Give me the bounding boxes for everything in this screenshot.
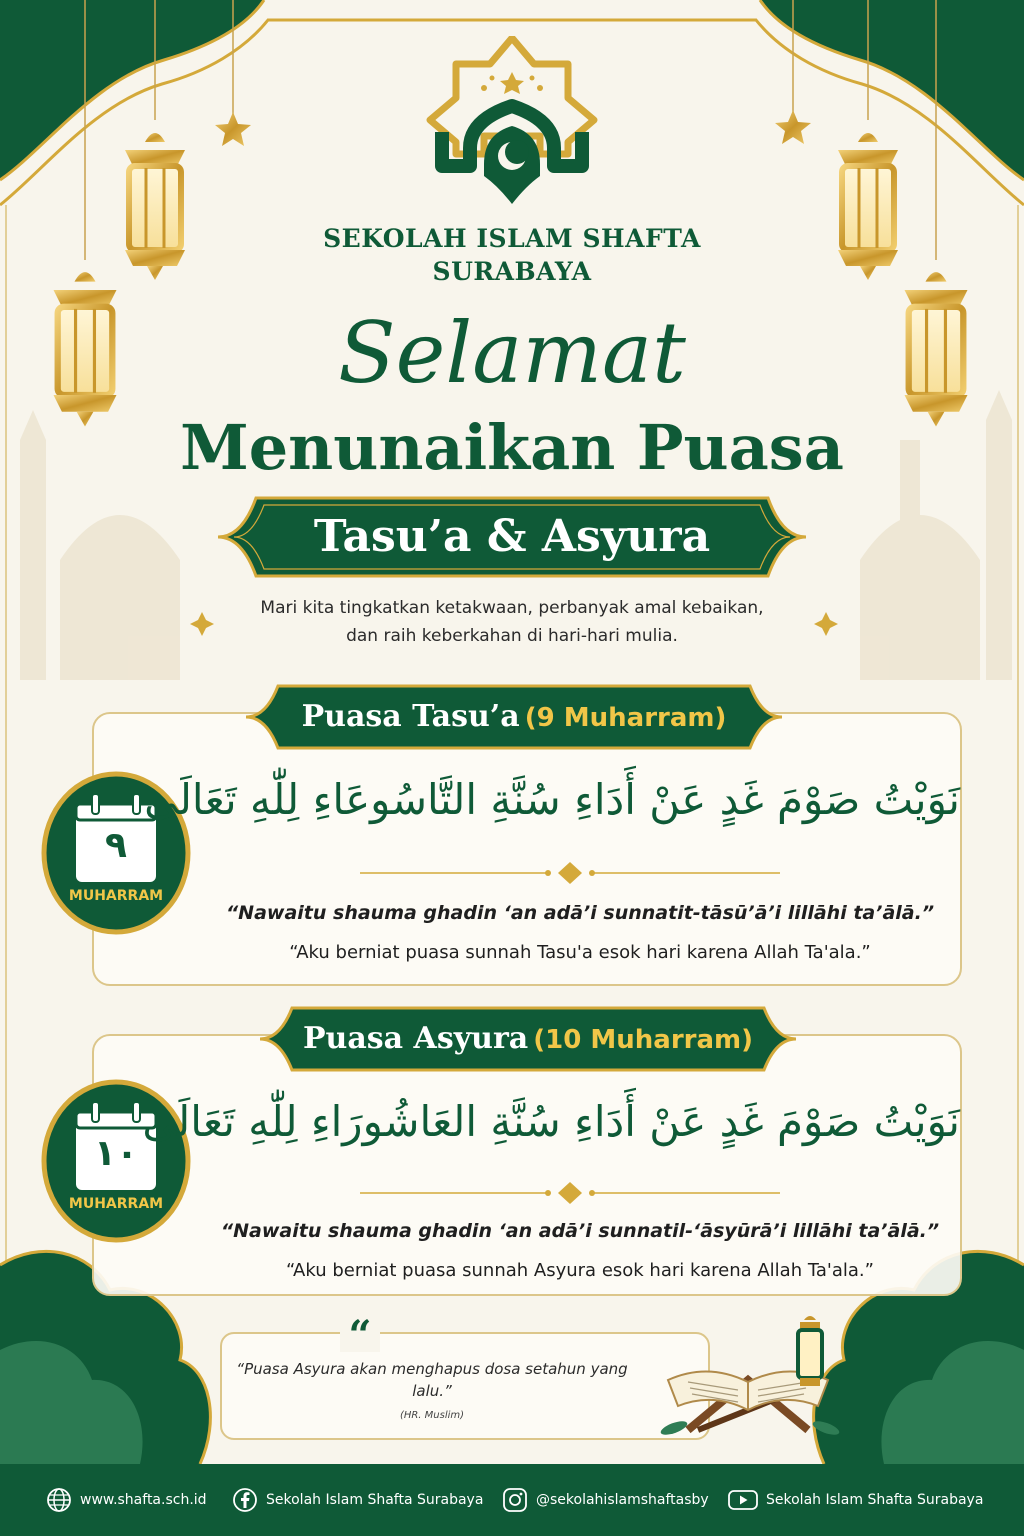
asyura-ribbon — [258, 1006, 798, 1072]
tasua-badge-number: ٩ — [105, 825, 127, 866]
globe-icon — [46, 1487, 72, 1513]
footer-instagram[interactable] — [502, 1486, 709, 1514]
footer-youtube[interactable] — [728, 1486, 983, 1514]
tagline — [212, 594, 812, 650]
instagram-icon — [502, 1487, 528, 1513]
asyura-latin-niat: “Nawaitu shauma ghadin ‘an adā’i sunnatil-‘āsyūrā’i lillāhi ta’ālā.” — [220, 1220, 940, 1242]
youtube-icon — [728, 1488, 758, 1512]
asyura-meaning: “Aku berniat puasa sunnah Asyura esok hari karena Allah Ta'ala.” — [286, 1260, 874, 1281]
tasua-latin-niat: “Nawaitu shauma ghadin ‘an adā’i sunnatit-tāsū’ā’i lillāhi ta’ālā.” — [225, 902, 935, 924]
asyura-title: Puasa Asyura — [302, 1021, 529, 1056]
asyura-badge-month: MUHARRAM — [68, 1196, 164, 1212]
school-name-line1: SEKOLAH ISLAM SHAFTA — [323, 224, 701, 253]
asyura-badge-number: ١٠ — [94, 1133, 138, 1174]
footer-website-text: www.shafta.sch.id — [80, 1492, 207, 1508]
tasua-title: Puasa Tasu’a — [301, 699, 520, 734]
footer-facebook[interactable] — [232, 1486, 483, 1514]
asyura-arabic-niat: نَوَيْتُ صَوْمَ غَدٍ عَنْ أَدَاءِ سُنَّةِ العَاشُورَاءِ لِلّٰهِ تَعَالَى — [142, 1097, 960, 1146]
tagline-line1: Mari kita tingkatkan ketakwaan, perbanyak amal kebaikan, — [260, 598, 764, 618]
title-ribbon-text: Tasu’a & Asyura — [313, 511, 711, 562]
quran-icon — [648, 1310, 848, 1440]
footer-facebook-text: Sekolah Islam Shafta Surabaya — [266, 1492, 484, 1508]
school-name — [262, 222, 762, 288]
tasua-badge-month: MUHARRAM — [68, 888, 164, 904]
ornament-divider — [360, 1182, 780, 1204]
title-script: Selamat — [338, 304, 686, 402]
footer-website[interactable] — [46, 1486, 207, 1514]
tasua-meaning: “Aku berniat puasa sunnah Tasu'a esok hari karena Allah Ta'ala.” — [289, 942, 871, 963]
footer-instagram-text: @sekolahislamshaftasby — [536, 1492, 709, 1508]
asyura-card — [92, 1034, 962, 1296]
facebook-icon — [232, 1487, 258, 1513]
school-logo — [422, 36, 602, 221]
quote-mark-icon: “ — [340, 1316, 380, 1352]
hadith-quote-text: “Puasa Asyura akan menghapus dosa setahun yang lalu.” — [236, 1360, 628, 1400]
title-main: Menunaikan Puasa — [180, 411, 844, 484]
tasua-arabic-niat: نَوَيْتُ صَوْمَ غَدٍ عَنْ أَدَاءِ سُنَّةِ التَّاسُوعَاءِ لِلّٰهِ تَعَالَى — [144, 775, 960, 824]
ornament-divider — [360, 862, 780, 884]
tasua-date: (9 Muharram) — [524, 703, 727, 733]
hadith-quote-source: (HR. Muslim) — [399, 1410, 465, 1421]
tagline-line2: dan raih keberkahan di hari-hari mulia. — [346, 626, 678, 646]
asyura-date: (10 Muharram) — [533, 1025, 754, 1055]
footer-youtube-text: Sekolah Islam Shafta Surabaya — [766, 1492, 984, 1508]
tasua-ribbon — [244, 684, 784, 750]
school-name-line2: SURABAYA — [432, 257, 592, 286]
